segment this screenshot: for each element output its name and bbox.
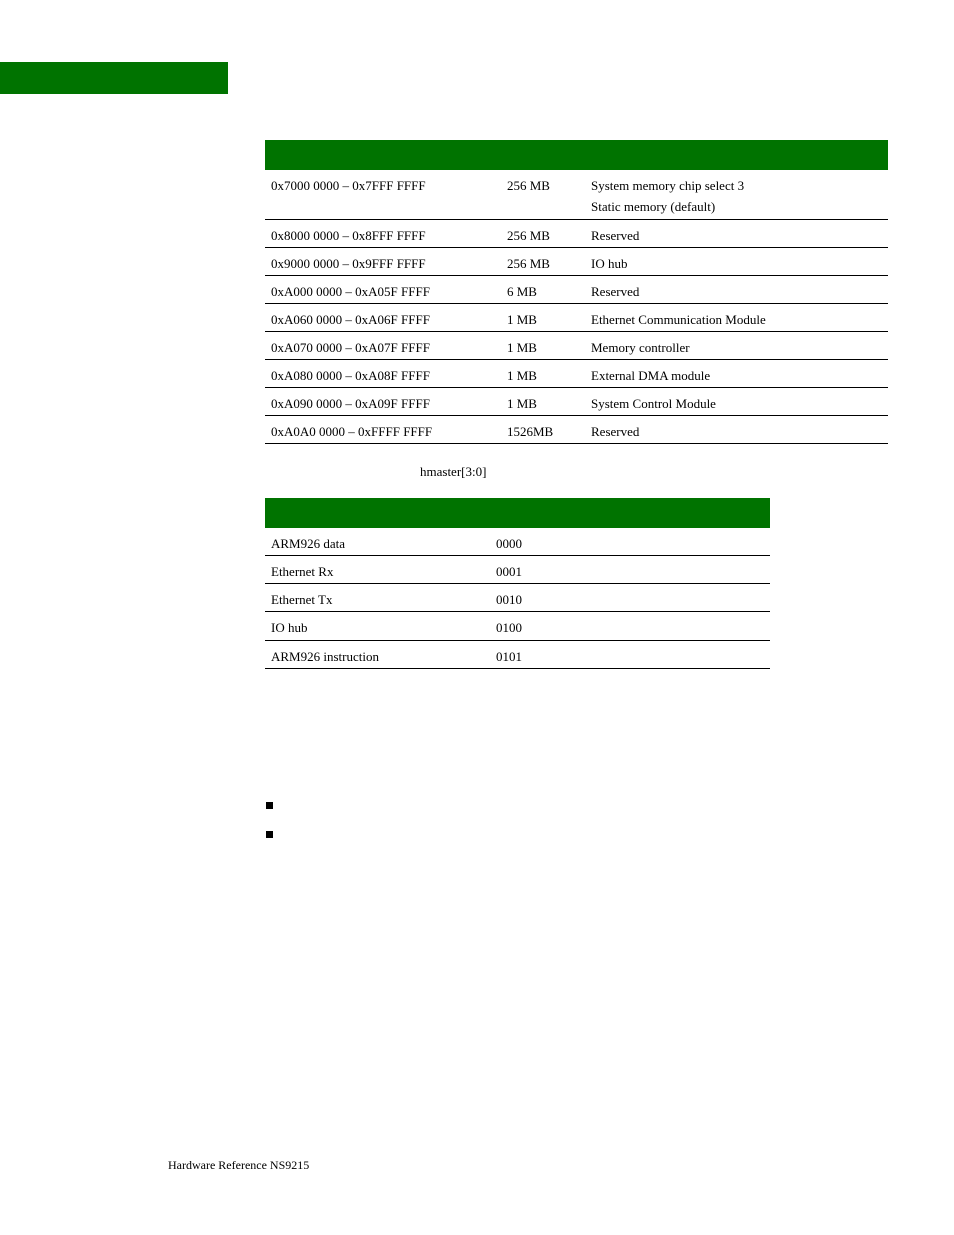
address-range-cell: 0x7000 0000 – 0x7FFF FFFF — [271, 178, 426, 193]
usage-cell-line: Ethernet Communication Module — [591, 312, 766, 327]
address-range-cell: 0xA0A0 0000 – 0xFFFF FFFF — [271, 424, 433, 439]
table-row — [265, 556, 770, 584]
size-cell: 1 MB — [507, 340, 537, 355]
memory-map-table — [265, 140, 888, 444]
bullet-marker — [266, 802, 273, 809]
usage-cell — [591, 421, 639, 442]
usage-cell — [591, 337, 690, 358]
address-range-cell: 0xA070 0000 – 0xA07F FFFF — [271, 340, 430, 355]
address-range-cell: 0x8000 0000 – 0x8FFF FFFF — [271, 228, 426, 243]
address-range-cell: 0xA090 0000 – 0xA09F FFFF — [271, 396, 430, 411]
hmaster-code-cell: 0010 — [496, 592, 522, 607]
usage-cell-line: Reserved — [591, 228, 640, 243]
table-row — [265, 170, 888, 220]
hmaster-code-cell: 0000 — [496, 536, 522, 551]
table-row — [265, 332, 888, 360]
table-row — [265, 276, 888, 304]
table-row — [265, 641, 770, 669]
usage-cell-line: Reserved — [591, 284, 640, 299]
address-range-cell: 0xA000 0000 – 0xA05F FFFF — [271, 284, 430, 299]
table-row — [265, 360, 888, 388]
table-row — [265, 416, 888, 444]
usage-cell — [591, 253, 627, 274]
bus-master-cell: Ethernet Rx — [271, 564, 334, 579]
table-row — [265, 304, 888, 332]
size-cell: 256 MB — [507, 256, 550, 271]
address-range-cell: 0xA060 0000 – 0xA06F FFFF — [271, 312, 430, 327]
size-cell: 1 MB — [507, 368, 537, 383]
usage-cell — [591, 309, 766, 330]
usage-cell-line: System memory chip select 3 — [591, 178, 745, 193]
size-cell: 1 MB — [507, 396, 537, 411]
bullet-marker — [266, 831, 273, 838]
usage-cell-line: External DMA module — [591, 368, 711, 383]
size-cell: 256 MB — [507, 228, 550, 243]
size-cell: 1526MB — [507, 424, 554, 439]
usage-cell-line: Reserved — [591, 424, 640, 439]
page-footer: Hardware Reference NS9215 — [168, 1158, 310, 1172]
usage-cell — [591, 225, 639, 246]
table-row — [265, 584, 770, 612]
usage-cell-line: System Control Module — [591, 396, 716, 411]
hmaster-table-header — [265, 498, 770, 528]
bus-master-cell: Ethernet Tx — [271, 592, 333, 607]
usage-cell — [591, 281, 639, 302]
table-row — [265, 248, 888, 276]
usage-cell-line: IO hub — [591, 256, 628, 271]
hmaster-caption: hmaster[3:0] — [420, 464, 487, 479]
usage-cell — [591, 175, 744, 217]
hmaster-code-cell: 0001 — [496, 564, 522, 579]
usage-cell-line: Static memory (default) — [591, 199, 716, 214]
hmaster-table — [265, 498, 770, 669]
table-row — [265, 220, 888, 248]
bus-master-cell: ARM926 instruction — [271, 649, 379, 664]
chapter-tab-bar — [0, 62, 228, 94]
size-cell: 6 MB — [507, 284, 537, 299]
usage-cell — [591, 393, 716, 414]
address-range-cell: 0x9000 0000 – 0x9FFF FFFF — [271, 256, 426, 271]
size-cell: 256 MB — [507, 178, 550, 193]
hmaster-code-cell: 0101 — [496, 649, 522, 664]
usage-cell — [591, 365, 710, 386]
table-row — [265, 528, 770, 556]
hmaster-code-cell: 0100 — [496, 620, 522, 635]
table-row — [265, 612, 770, 641]
usage-cell-line: Memory controller — [591, 340, 690, 355]
size-cell: 1 MB — [507, 312, 537, 327]
bus-master-cell: IO hub — [271, 620, 308, 635]
table-row — [265, 388, 888, 416]
address-range-cell: 0xA080 0000 – 0xA08F FFFF — [271, 368, 430, 383]
bus-master-cell: ARM926 data — [271, 536, 346, 551]
memory-map-table-header — [265, 140, 888, 170]
